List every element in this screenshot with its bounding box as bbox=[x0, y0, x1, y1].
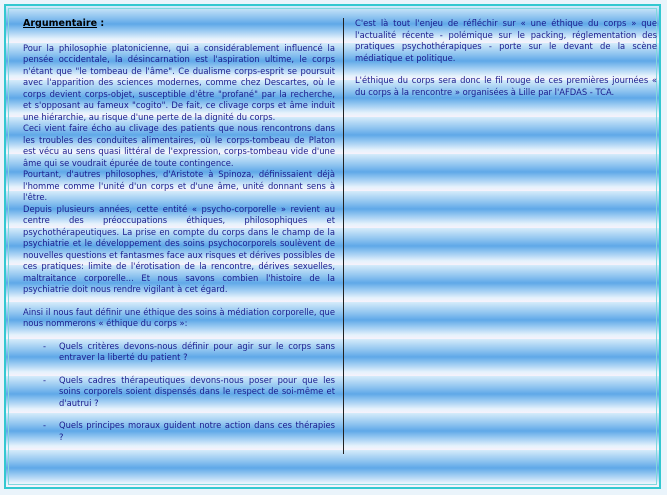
paragraph-clivage: Ceci vient faire écho au clivage des patients que nous rencontrons dans les troubles des conduites alimentaires, où le corps-tombeau de Platon est vécu au sens quasi littéral de l'expression, corps-tombeau vide d'une âme qui se voudrait épurée de toute contingence. bbox=[23, 123, 335, 168]
question-text: Quels critères devons-nous définir pour agir sur le corps sans entraver la liberté du patient ? bbox=[59, 340, 335, 362]
bullet-dash: - bbox=[43, 340, 47, 351]
document-frame bbox=[4, 4, 661, 489]
bullet-dash: - bbox=[43, 420, 47, 430]
section-heading bbox=[23, 18, 335, 30]
paragraph-aristote: Pourtant, d'autres philosophes, d'Aristote à Spinoza, définissaient déjà l'homme comme l'unité d'un corps et d'une âme, unité donnant sens à l'être. bbox=[23, 169, 335, 202]
heading-colon: : bbox=[97, 18, 105, 29]
left-column bbox=[23, 18, 344, 454]
list-item bbox=[23, 375, 335, 410]
paragraph-enjeu: C'est là tout l'enjeu de réfléchir sur « une éthique du corps » que l'actualité récente - polémique sur le packing, réglementation des pratiques psychothérapiques - porte sur le devant de la scène médiatique et politique. bbox=[355, 18, 657, 63]
paragraph-psycho-corporelle: Depuis plusieurs années, cette entité « psycho-corporelle » revient au centre des préoccupations éthiques, philosophiques et psychothérapeutiques. La prise en compte du corps dans le champ de la psychiatrie et le développement des soins psychocorporels soulèvent de nouvelles questions et fantasmes face aux risques et dérives possibles de ces pratiques: limite de l'érotisation de la rencontre, dérives sexuelles, maltraitance corporelle... Et nous savons combien l'histoire de la psychiatrie doit nous rendre vigilant à cet égard. bbox=[23, 203, 335, 294]
paragraph-platon: Pour la philosophie platonicienne, qui a considérablement influencé la pensée occidentale, la désincarnation est l'aspiration ultime, le corps n'étant que "le tombeau de l'âme". Ce dualisme corps-esprit se poursuit avec l'apparition des sciences modernes, comme chez Descartes, où le corps devient corps-objet, susceptible d'être "profané" par la recherche, et s'opposant au fameux "cogito". De fait, ce clivage corps et âme induit une hiérarchie, au risque d'une perte de la dignité du corps. bbox=[23, 42, 335, 122]
heading-title: Argumentaire bbox=[23, 18, 98, 29]
paragraph-fil-rouge: L'éthique du corps sera donc le fil rouge de ces premières journées « du corps à la rencontre » organisées à Lille par l'AFDAS - TCA. bbox=[355, 75, 657, 97]
question-list bbox=[23, 341, 335, 444]
question-text: Quels principes moraux guident notre action dans ces thérapies ? bbox=[59, 420, 335, 442]
list-item bbox=[23, 420, 335, 443]
list-item bbox=[23, 341, 335, 364]
right-column bbox=[355, 18, 657, 454]
bullet-dash: - bbox=[43, 374, 47, 385]
inner-border bbox=[8, 8, 657, 485]
paragraph-ethique: Ainsi il nous faut définir une éthique des soins à médiation corporelle, que nous nommerons « éthique du corps »: bbox=[23, 306, 335, 328]
question-text: Quels cadres thérapeutiques devons-nous poser pour que les soins corporels soient dispensés dans le respect de soi-même et d'autrui ? bbox=[59, 374, 335, 408]
